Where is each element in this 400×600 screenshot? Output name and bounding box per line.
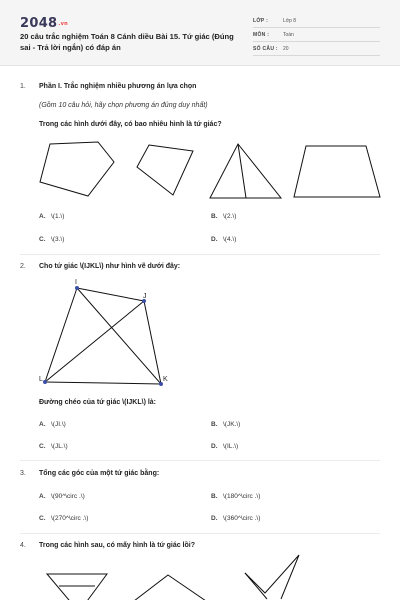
document-header — [0, 0, 400, 66]
option-b[interactable] — [211, 421, 240, 428]
option-label: C. — [39, 236, 46, 243]
question-number: 1. — [20, 83, 26, 90]
option-text: \(2.\) — [223, 213, 237, 220]
meta-key: MÔN : — [253, 32, 270, 38]
option-c[interactable] — [39, 515, 88, 522]
figure-quadrilateral-ijkl — [35, 280, 175, 390]
section-note: (Gồm 10 câu hỏi, hãy chọn phương án đúng duy nhất) — [39, 102, 208, 109]
question-number: 3. — [20, 470, 26, 477]
option-c[interactable] — [39, 443, 68, 450]
option-d[interactable] — [211, 515, 260, 522]
option-label: B. — [211, 493, 218, 500]
question-text: Cho tứ giác \(IJKL\) như hình vẽ dưới đây: — [39, 263, 181, 270]
figure-inverted-triangle — [45, 572, 110, 600]
option-label: D. — [211, 443, 218, 450]
figure-triangle-split — [208, 142, 283, 200]
section-heading: Phần I. Trắc nghiệm nhiều phương án lựa chọn — [39, 83, 197, 90]
document-title: 20 câu trắc nghiệm Toán 8 Cánh diều Bài 15. Tứ giác (Đúng sai - Trả lời ngắn) có đáp án — [20, 32, 234, 52]
option-text: \(IL.\) — [223, 443, 239, 450]
option-a[interactable] — [39, 213, 64, 220]
option-label: B. — [211, 213, 218, 220]
question-text: Tổng các góc của một tứ giác bằng: — [39, 470, 160, 477]
option-label: A. — [39, 493, 46, 500]
meta-class — [253, 15, 380, 28]
option-text: \(1.\) — [51, 213, 65, 220]
meta-value: Toán — [283, 32, 294, 38]
divider — [20, 460, 380, 461]
vertex-label-k: K — [163, 376, 168, 383]
option-label: D. — [211, 515, 218, 522]
option-a[interactable] — [39, 493, 85, 500]
logo-suffix: .vn — [58, 20, 69, 27]
option-text: \(180^\circ .\) — [223, 493, 261, 500]
meta-key: LỚP : — [253, 18, 269, 24]
question-number: 2. — [20, 263, 26, 270]
figure-concave-quadrilateral — [243, 553, 303, 600]
figure-rhombus — [138, 573, 208, 600]
option-text: \(3.\) — [51, 236, 65, 243]
vertex-label-j: J — [143, 293, 147, 300]
meta-value: Lớp 8 — [283, 18, 297, 24]
option-label: A. — [39, 421, 46, 428]
divider — [20, 533, 380, 534]
meta-question-count — [253, 43, 380, 56]
question-text: Trong các hình dưới đây, có bao nhiêu hình là tứ giác? — [39, 121, 222, 128]
option-label: C. — [39, 443, 46, 450]
option-text: \(JK.\) — [223, 421, 241, 428]
option-d[interactable] — [211, 236, 236, 243]
meta-value: 20 — [283, 46, 289, 52]
option-text: \(JI.\) — [51, 421, 66, 428]
meta-key: SỐ CÂU : — [253, 46, 278, 52]
meta-subject — [253, 29, 380, 42]
option-text: \(4.\) — [223, 236, 237, 243]
option-c[interactable] — [39, 236, 64, 243]
figure-pentagon — [40, 140, 120, 200]
option-text: \(360^\circ .\) — [223, 515, 261, 522]
option-label: D. — [211, 236, 218, 243]
figure-quadrilateral — [135, 143, 195, 198]
vertex-label-i: I — [75, 279, 77, 286]
option-text: \(270^\circ .\) — [51, 515, 89, 522]
option-d[interactable] — [211, 443, 238, 450]
option-a[interactable] — [39, 421, 66, 428]
site-logo[interactable] — [20, 16, 68, 31]
option-b[interactable] — [211, 493, 260, 500]
option-b[interactable] — [211, 213, 236, 220]
figure-trapezoid — [292, 144, 382, 199]
logo-text: 2048 — [20, 16, 58, 31]
divider — [20, 254, 380, 255]
option-label: B. — [211, 421, 218, 428]
option-label: C. — [39, 515, 46, 522]
option-text: \(JL.\) — [51, 443, 68, 450]
question-number: 4. — [20, 542, 26, 549]
question-subtext: Đường chéo của tứ giác \(IJKL\) là: — [39, 399, 157, 406]
vertex-label-l: L — [39, 376, 43, 383]
question-text: Trong các hình sau, có mấy hình là tứ giác lồi? — [39, 542, 195, 549]
option-text: \(90^\circ .\) — [51, 493, 85, 500]
option-label: A. — [39, 213, 46, 220]
